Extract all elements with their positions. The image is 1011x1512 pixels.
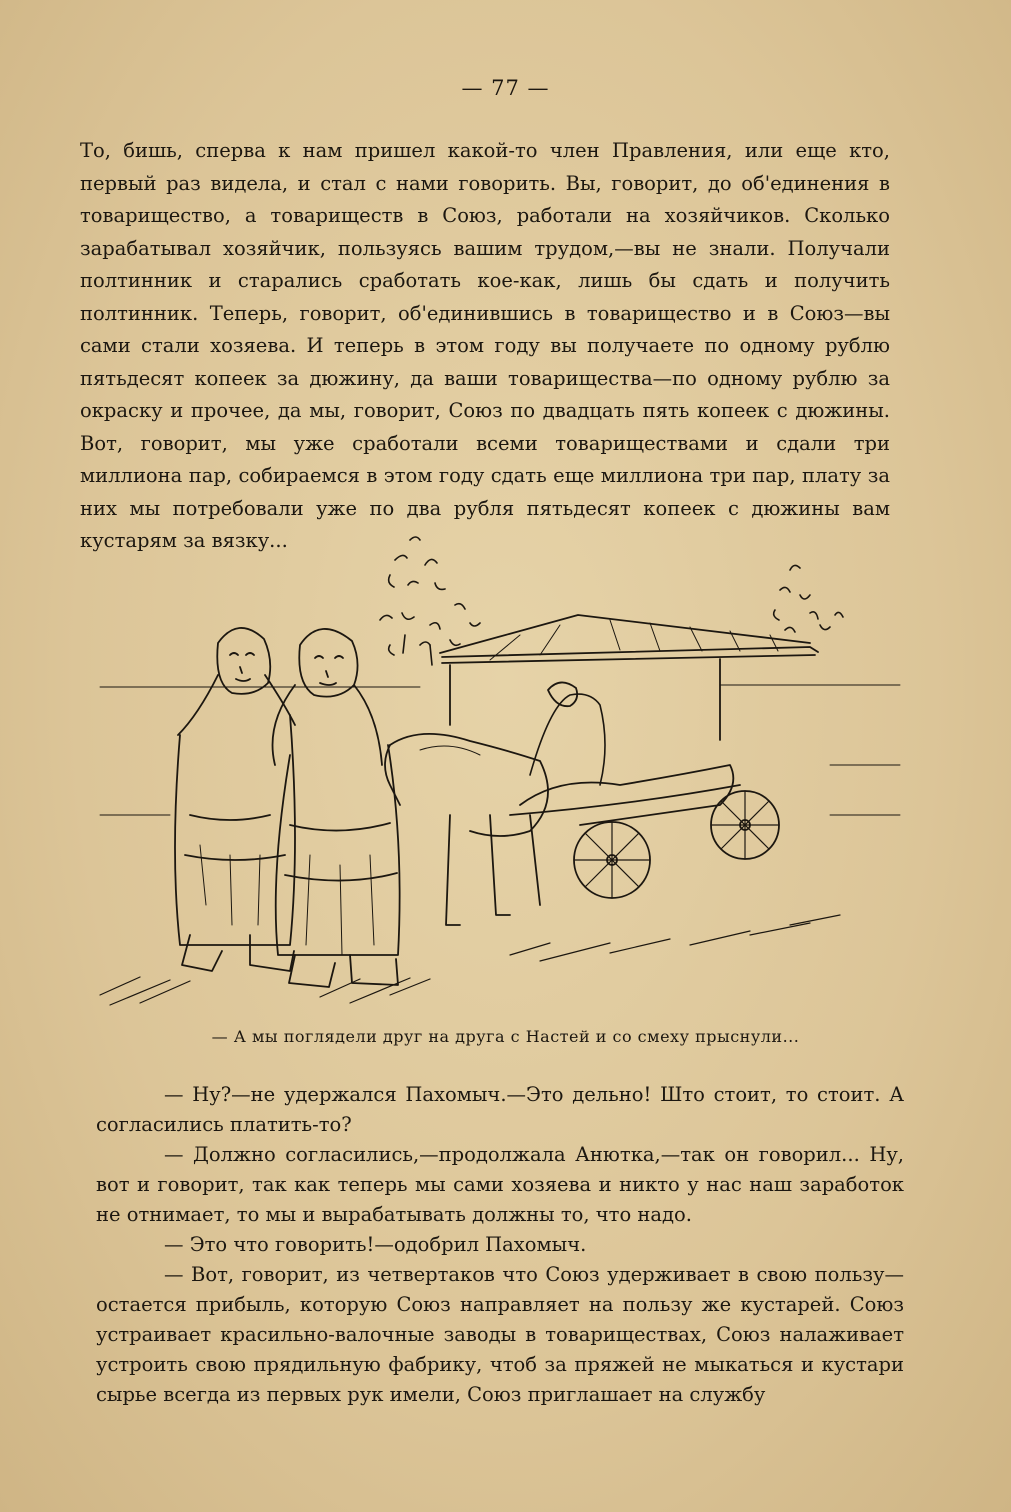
page-number: — 77 — [461, 76, 550, 100]
horse-figure [385, 734, 548, 925]
illustration-caption: — А мы поглядели друг на друга с Настей и со смеху прыснули... [211, 1027, 800, 1046]
awning [440, 615, 818, 740]
illustration-drawing [90, 515, 910, 1020]
dialogue-paragraph: — Это что говорить!—одобрил Пахомыч. [164, 1233, 587, 1256]
dialogue-paragraph: — Должно согласились,—продолжала Анютка,—так он говорил... Ну, вот и говорит, так как теперь мы сами хозяева и никто у нас наш заработок не отнимает, то мы и вырабатывать должны то, что надо. [96, 1143, 904, 1226]
dialogue-paragraph: — Ну?—не удержался Пахомыч.—Это дельно! Што стоит, то стоит. А согласились платить-то? [96, 1083, 904, 1136]
carriage [510, 682, 779, 898]
illustration [90, 515, 910, 1020]
tree-sketch-right [774, 565, 843, 632]
dialogue-block [96, 1080, 904, 1410]
woman-figure-left [175, 628, 295, 971]
dialogue-paragraph: — Вот, говорит, из четвертаков что Союз удерживает в свою пользу—остается прибыль, которую Союз направляет на пользу же кустарей. Союз устраивает красильно-валочные заводы в товариществах, Союз налаживает устроить свою прядильную фабрику, чтоб за пряжей не мыкаться и кустари сырье всегда из первых рук имели, Союз приглашает на службу [96, 1263, 904, 1406]
paragraph-opening: То, бишь, сперва к нам пришел какой-то член Правления, или еще кто, первый раз видела, и стал с нами говорить. Вы, говорит, до об'единения в товарищество, а товариществ в Союз, работали на хозяйчиков. Сколько зарабатывал хозяйчик, пользуясь вашим трудом,—вы не знали. Получали полтинник и старались сработать кое-как, лишь бы сдать и получить полтинник. Теперь, говорит, об'единившись в товарищество и в Союз—вы сами стали хозяева. И теперь в этом году вы получаете по одному рублю пятьдесят копеек за дюжину, да ваши товарищества—по одному рублю за окраску и прочее, да мы, говорит, Союз по двадцать пять копеек с дюжины. Вот, говорит, мы уже сработали всеми товариществами и сдали три миллиона пар, собираемся в этом году сдать еще миллиона три пар, плату за них мы потребовали уже по два рубля пятьдесят копеек с дюжины вам кустарям за вязку... [80, 139, 890, 552]
